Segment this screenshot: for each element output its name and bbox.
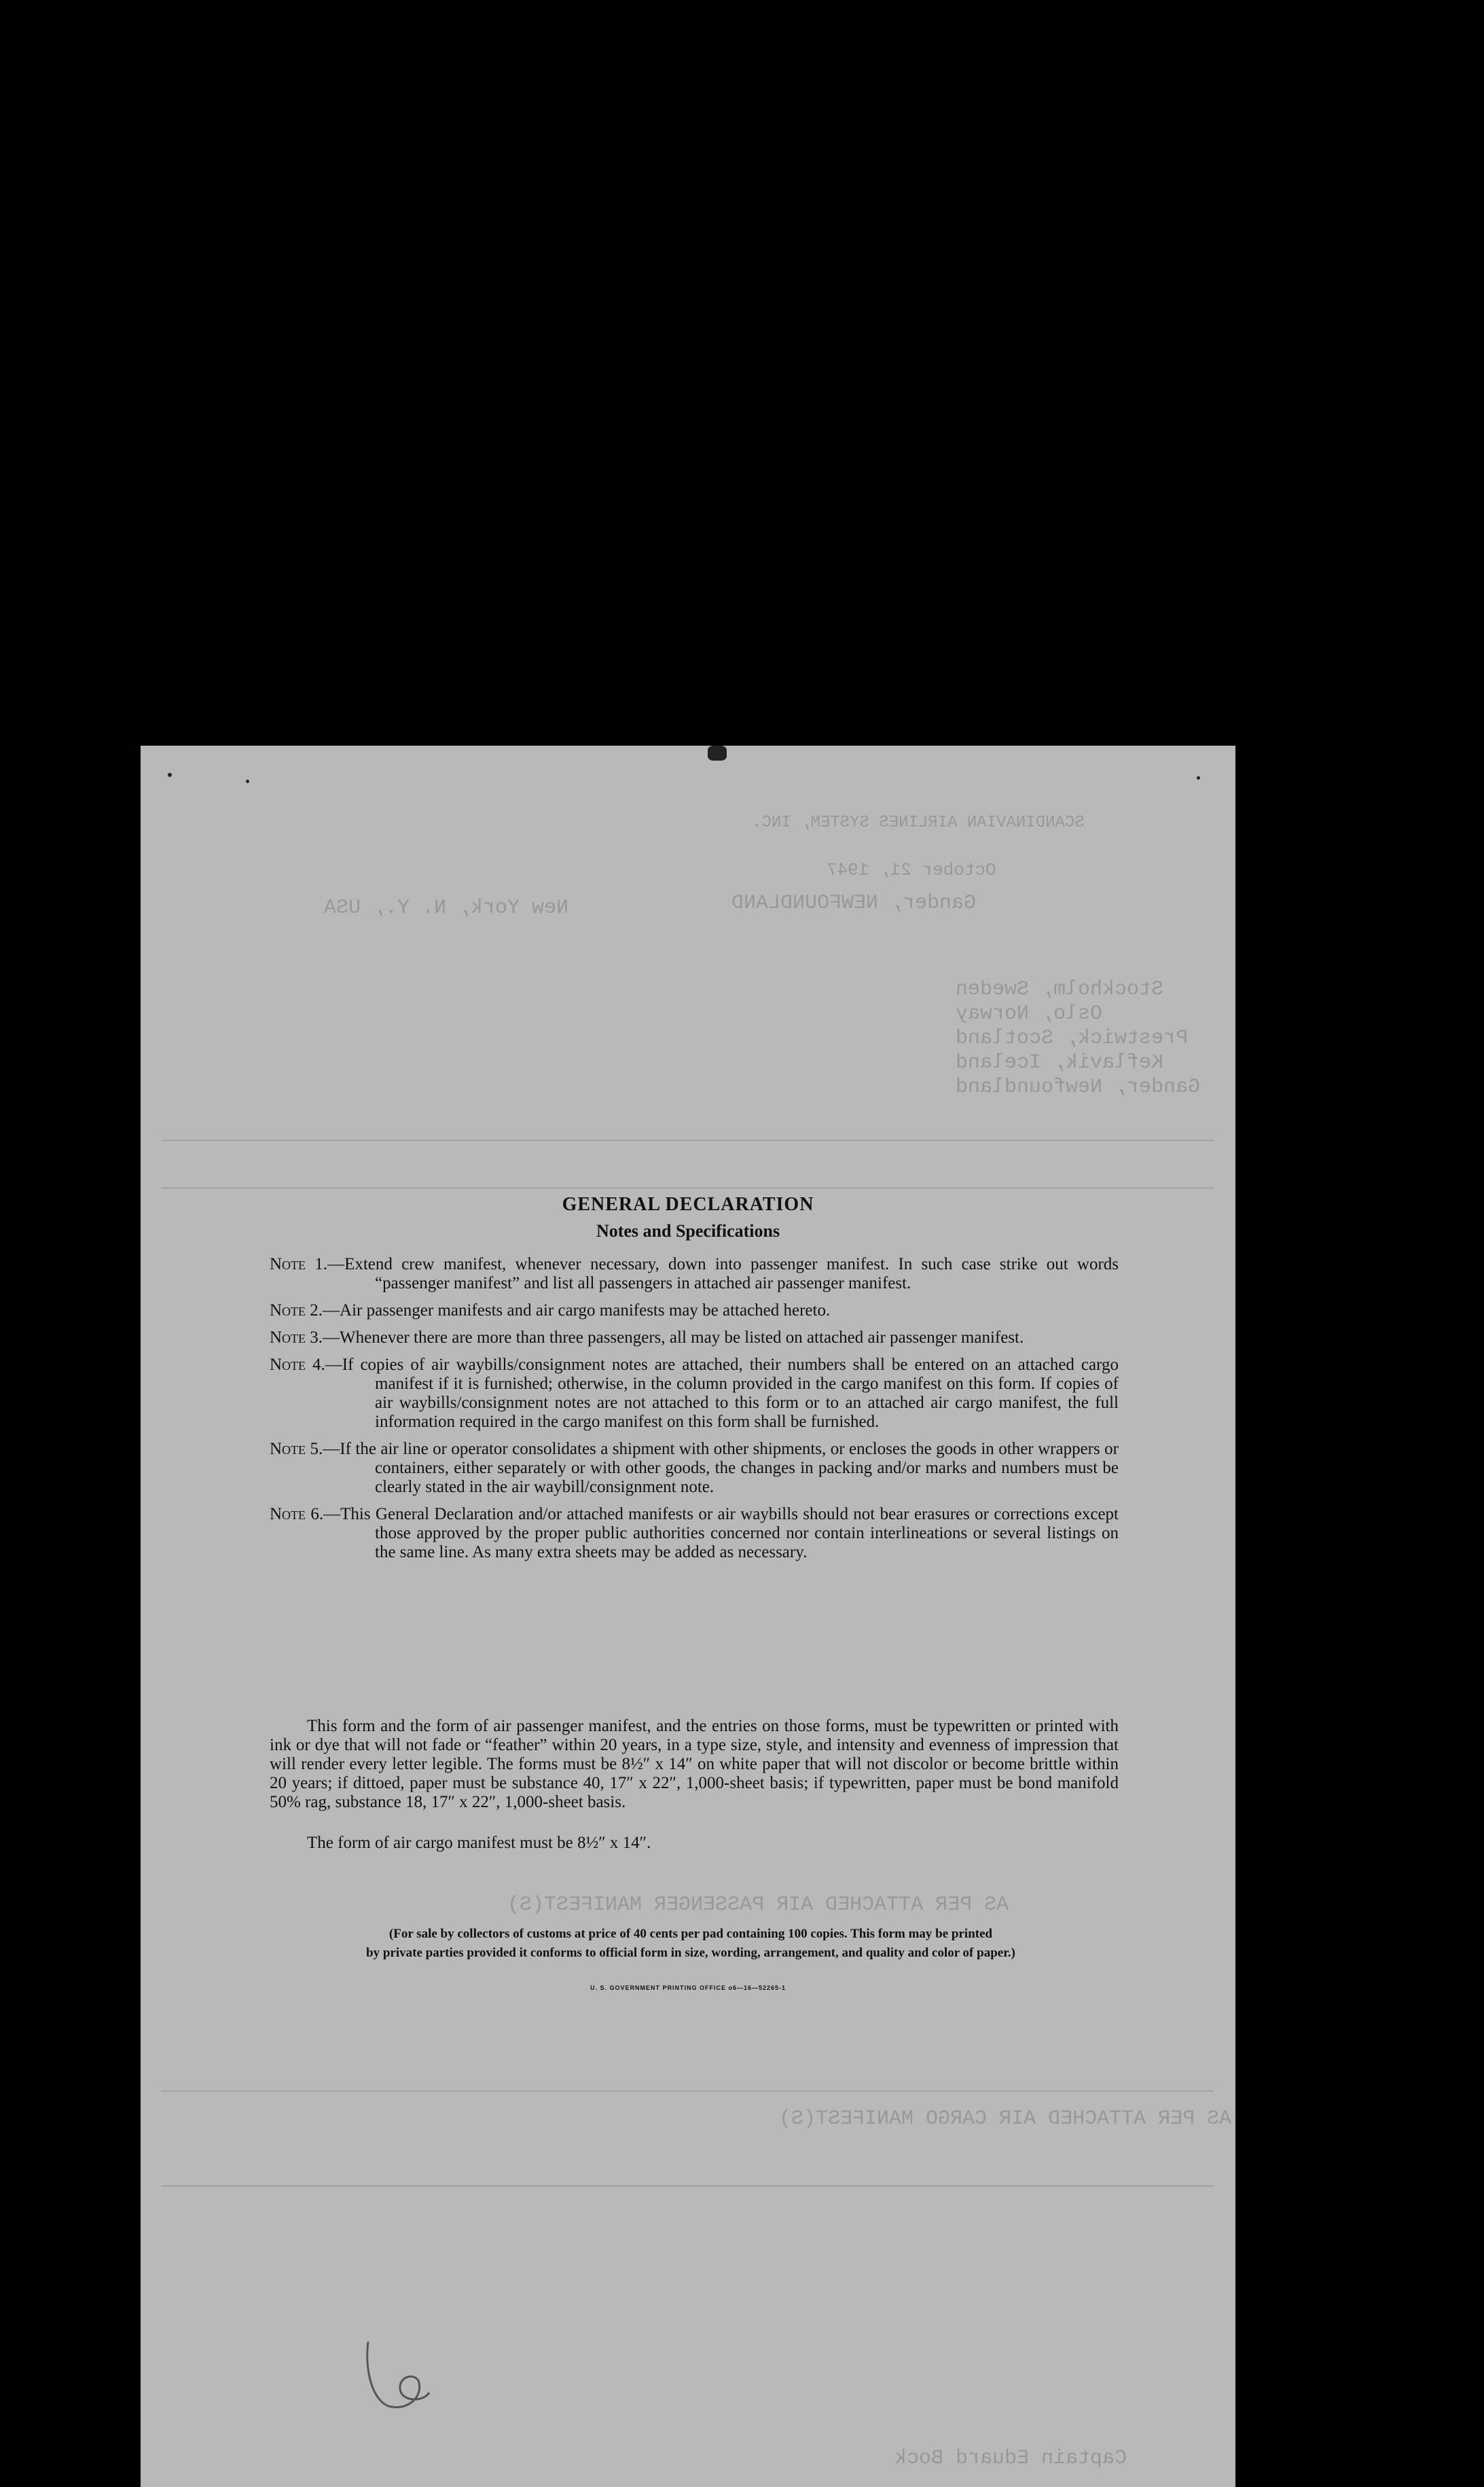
note-label: Note 3. (270, 1328, 323, 1347)
note-label: Note 6. (270, 1505, 324, 1523)
bleed-stop-2: Oslo, Norway (956, 1002, 1103, 1025)
speck (708, 746, 727, 761)
bleed-rule (161, 2090, 1214, 2092)
note-5 (270, 1440, 1119, 1497)
page-subtitle: Notes and Specifications (596, 1221, 780, 1241)
note-text: —Whenever there are more than three passengers, all may be listed on attached air passenger manifest. (323, 1328, 1024, 1347)
note-text: —Air passenger manifests and air cargo manifests may be attached hereto. (323, 1301, 831, 1320)
printing-office-line: U. S. GOVERNMENT PRINTING OFFICE o6—16—52265-1 (590, 1984, 786, 1991)
note-text: —If the air line or operator consolidates a shipment with other shipments, or encloses the goods in other wrappers or containers, either separately or with other goods, the changes in packing and/or marks and numbers must be clearly stated in the air waybill/consignment note. (323, 1440, 1119, 1496)
bleed-dest: New York, N. Y., USA (324, 896, 569, 920)
notes-list (270, 1255, 1119, 1570)
note-label: Note 1. (270, 1255, 328, 1273)
note-3 (270, 1328, 1119, 1347)
note-4 (270, 1356, 1119, 1432)
bleed-stop-3: Prestwick, Scotland (956, 1027, 1189, 1050)
page-title: GENERAL DECLARATION (562, 1194, 814, 1215)
bleed-rule (161, 2185, 1214, 2187)
bleed-stop-4: Keflavik, Iceland (956, 1051, 1164, 1074)
bleed-rule (161, 1140, 1214, 1141)
bleed-place: Gander, NEWFOUNDLAND (731, 892, 977, 915)
speck (246, 780, 249, 783)
bleed-cargo-manifest: AS PER ATTACHED AIR CARGO MANIFEST(S) (779, 2107, 1232, 2130)
signature-mark (358, 2335, 433, 2416)
bleed-stop-1: Stockholm, Sweden (956, 978, 1164, 1001)
specification-paragraph: This form and the form of air passenger manifest, and the entries on those forms, must be typewritten or printed with ink or dye that will not fade or “feather” within 20 years, in a type size, style, and intensity and evenness of impression that will render every letter legible. The forms must be 8½″ x 14″ on white paper that will not discolor or become brittle within 20 years; if dittoed, paper must be substance 40, 17″ x 22″, 1,000-sheet basis; if typewritten, paper must be bond manifold 50% rag, substance 18, 17″ x 22″, 1,000-sheet basis. (270, 1717, 1119, 1811)
cargo-manifest-size: The form of air cargo manifest must be 8½″ x 14″. (307, 1834, 651, 1852)
speck (168, 773, 172, 777)
note-6 (270, 1505, 1119, 1562)
sale-line-1: (For sale by collectors of customs at price of 40 cents per pad containing 100 copies. This form may be printed (388, 1927, 993, 1941)
speck (1197, 776, 1200, 780)
note-label: Note 5. (270, 1440, 323, 1458)
bleed-date: October 21, 1947 (827, 860, 996, 880)
sale-notice (236, 1925, 1146, 1963)
bleed-captain: Captain Eduard Bock (894, 2447, 1127, 2470)
note-text: —Extend crew manifest, whenever necessary, down into passenger manifest. In such case strike out words “passenger manifest” and list all passengers in attached air passenger manifest. (327, 1255, 1119, 1292)
note-label: Note 4. (270, 1356, 325, 1374)
document-page (141, 746, 1235, 2487)
sale-line-2: by private parties provided it conforms to official form in size, wording, arrangement, and quality and color of paper.) (366, 1946, 1015, 1960)
bleed-rule (161, 1187, 1214, 1188)
note-label: Note 2. (270, 1301, 323, 1320)
note-2 (270, 1301, 1119, 1320)
note-text: —If copies of air waybills/consignment notes are attached, their numbers shall be entered on an attached cargo manifest if it is furnished; otherwise, in the column provided in the cargo manifest on this form. If copies of air waybills/consignment notes are not attached to this form or to an attached air cargo manifest, the full information required in the cargo manifest on this form shall be furnished. (325, 1356, 1119, 1431)
note-1 (270, 1255, 1119, 1293)
bleed-stop-5: Gander, Newfoundland (956, 1076, 1201, 1099)
bleed-through-text (141, 746, 1235, 2487)
bleed-header: SCANDINAVIAN AIRLINES SYSTEM, INC. (752, 814, 1085, 832)
note-text: —This General Declaration and/or attached manifests or air waybills should not bear erasures or corrections except those approved by the proper public authorities concerned nor contain interlineations or several listings on the same line. As many extra sheets may be added as necessary. (323, 1505, 1119, 1561)
bleed-pax-manifest: AS PER ATTACHED AIR PASSENGER MANIFEST(S) (507, 1893, 1009, 1917)
